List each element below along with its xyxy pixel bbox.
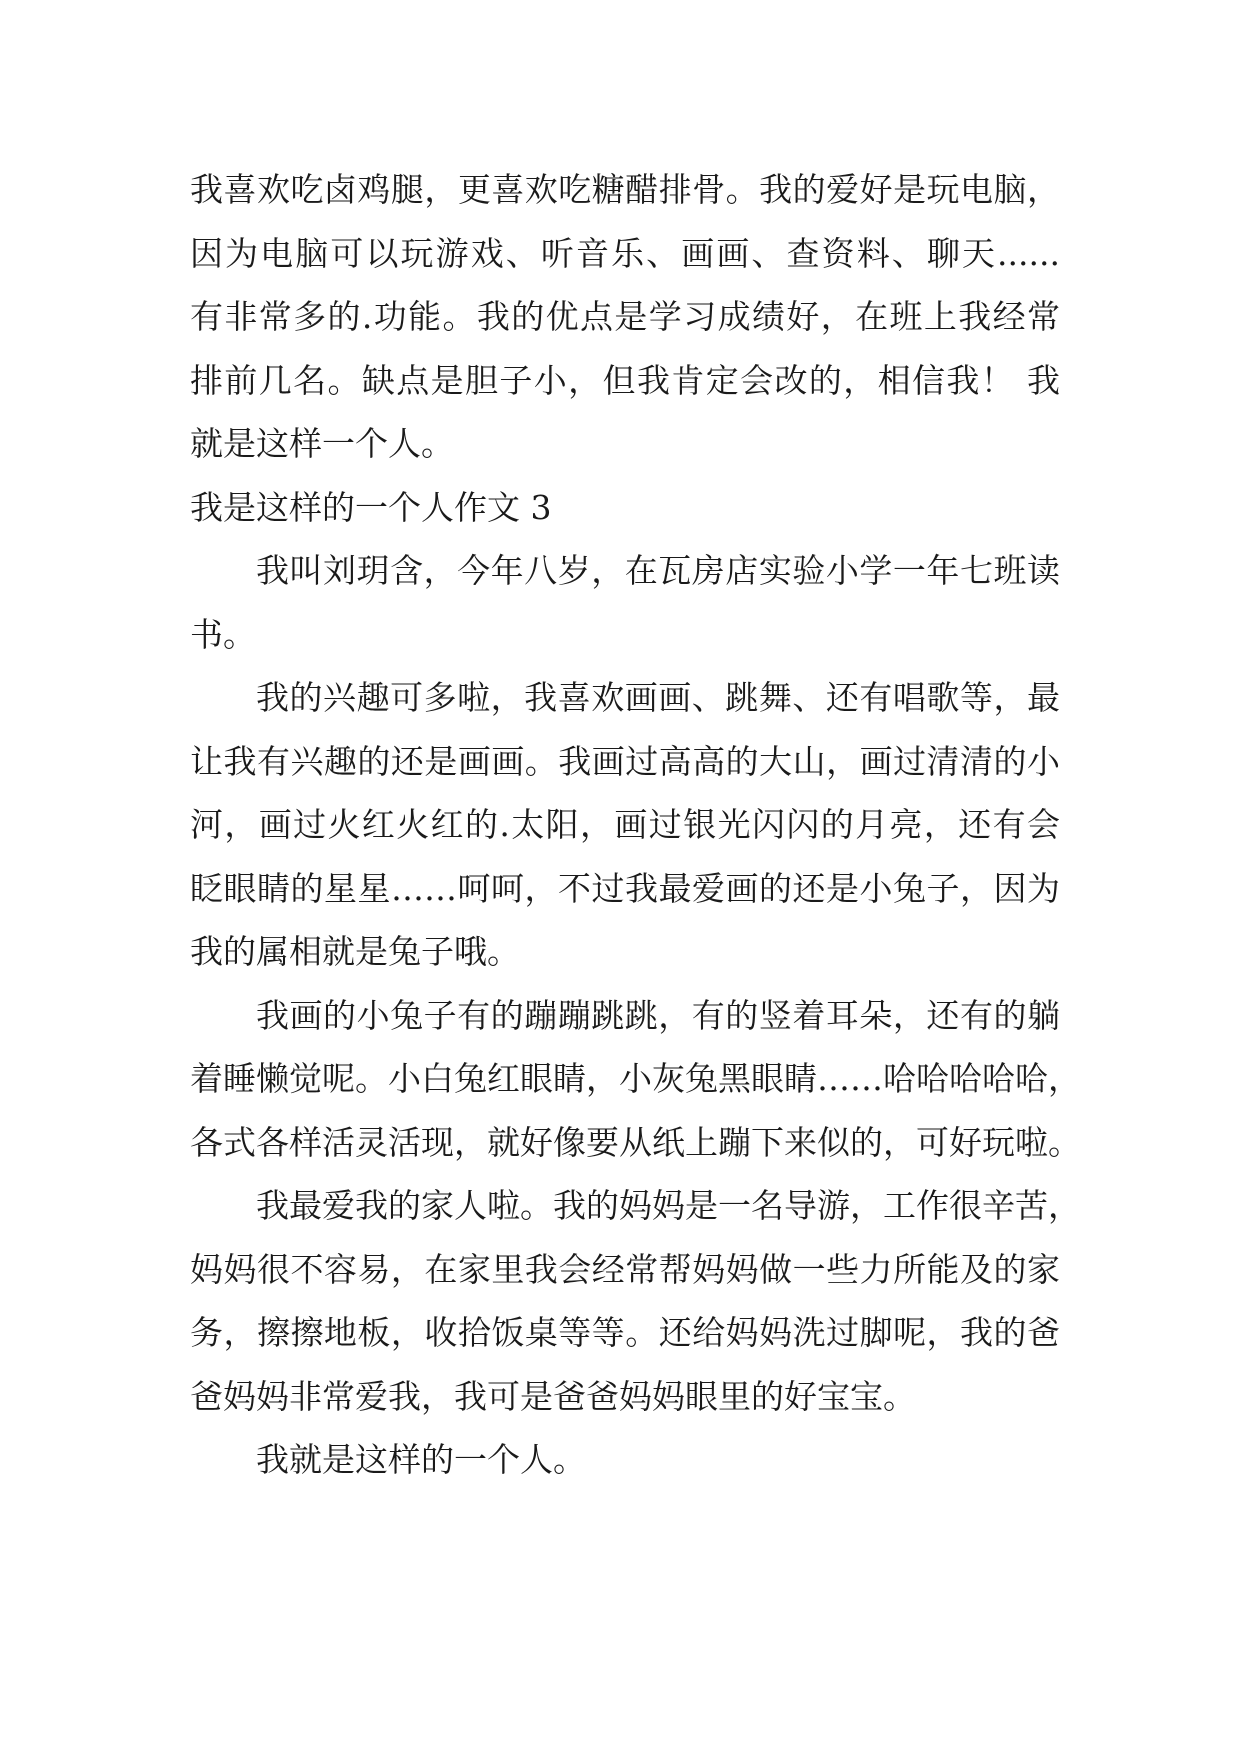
text-line: 眨眼睛的星星……呵呵，不过我最爱画的还是小兔子，因为	[190, 868, 1060, 908]
text-line: 我叫刘玥含，今年八岁，在瓦房店实验小学一年七班读	[256, 551, 1060, 590]
text-line: 务，擦擦地板，收拾饭桌等等。还给妈妈洗过脚呢，我的爸	[190, 1313, 1060, 1352]
paragraph	[190, 539, 1060, 666]
text-line: 有非常多的.功能。我的优点是学习成绩好，在班上我经常	[190, 297, 1060, 336]
essay-title: 我是这样的一个人作文 3	[190, 487, 552, 527]
text-line: 河，画过火红火红的.太阳，画过银光闪闪的月亮，还有会	[190, 805, 1060, 844]
text-line: 爸妈妈非常爱我，我可是爸爸妈妈眼里的好宝宝。	[190, 1376, 916, 1416]
text-line: 着睡懒觉呢。小白兔红眼睛，小灰兔黑眼睛……哈哈哈哈哈，	[190, 1059, 1081, 1098]
text-line: 就是这样一个人。	[190, 424, 454, 463]
essay-heading	[190, 476, 1060, 540]
text-line: 我最爱我的家人啦。我的妈妈是一名导游，工作很辛苦，	[256, 1186, 1081, 1225]
text-line: 各式各样活灵活现，就好像要从纸上蹦下来似的，可好玩啦。	[190, 1122, 1081, 1162]
text-line: 因为电脑可以玩游戏、听音乐、画画、查资料、聊天......	[190, 233, 1060, 273]
text-line: 我画的小兔子有的蹦蹦跳跳，有的竖着耳朵，还有的躺	[256, 995, 1060, 1035]
paragraph-continuation	[190, 158, 1060, 476]
paragraph	[190, 666, 1060, 984]
text-line: 我的兴趣可多啦，我喜欢画画、跳舞、还有唱歌等，最	[256, 678, 1060, 717]
paragraph	[190, 1428, 1060, 1492]
text-line: 我的属相就是兔子哦。	[190, 932, 520, 971]
text-line: 妈妈很不容易，在家里我会经常帮妈妈做一些力所能及的家	[190, 1249, 1060, 1289]
text-line: 书。	[190, 614, 256, 654]
text-line: 我就是这样的一个人。	[256, 1440, 586, 1479]
paragraph	[190, 984, 1081, 1175]
text-line: 我喜欢吃卤鸡腿，更喜欢吃糖醋排骨。我的爱好是玩电脑，	[190, 170, 1060, 209]
text-line: 排前几名。缺点是胆子小，但我肯定会改的，相信我！ 我	[190, 360, 1060, 400]
text-line: 让我有兴趣的还是画画。我画过高高的大山，画过清清的小	[190, 741, 1060, 781]
document-body	[190, 158, 1081, 1492]
paragraph	[190, 1174, 1081, 1428]
